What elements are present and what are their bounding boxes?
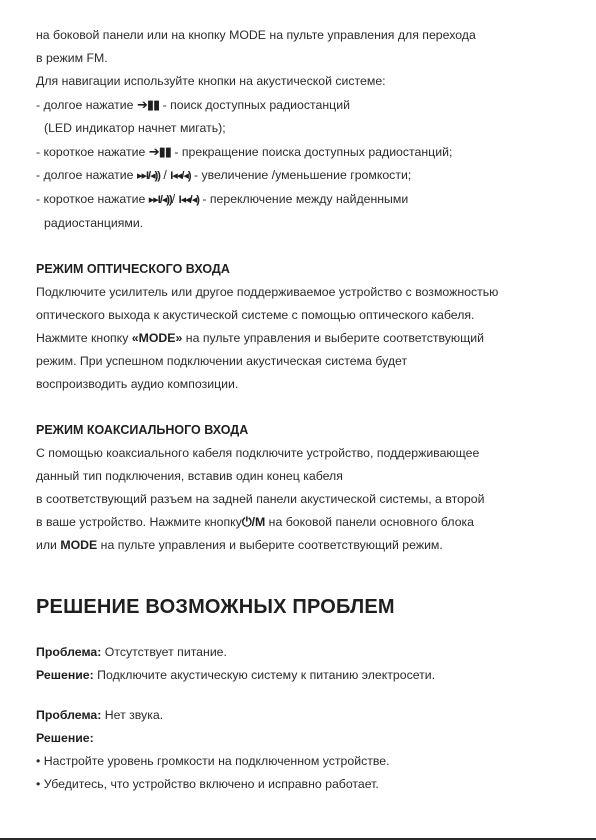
- nav-item-text: - поиск доступных радиостанций: [162, 98, 350, 112]
- mode-keyword: «MODE»: [131, 331, 183, 345]
- next-volume-up-icon: ▸▸I/◂)): [148, 194, 172, 206]
- coaxial-line-5: [36, 534, 576, 557]
- slash: /: [171, 192, 176, 206]
- solution-text: Подключите акустическую систему к питанию электросети.: [97, 668, 436, 682]
- solution-label: Решение:: [36, 731, 94, 745]
- optical-line-2: оптического выхода к акустической системе с помощью оптического кабеля.: [36, 308, 475, 322]
- intro-line-3: Для навигации используйте кнопки на акустической системе:: [36, 74, 386, 88]
- power-mode-icon: ⏻/M: [241, 515, 266, 529]
- section-title-troubleshooting: РЕШЕНИЕ ВОЗМОЖНЫХ ПРОБЛЕМ: [36, 596, 395, 618]
- nav-item-short-play: [36, 140, 576, 164]
- coaxial-line-2: данный тип подключения, вставив один конец кабеля: [36, 469, 343, 483]
- coaxial-line-4: [36, 511, 576, 534]
- nav-item-sub: (LED индикатор начнет мигать);: [44, 121, 226, 135]
- optical-text: Нажмите кнопку: [36, 331, 129, 345]
- problem-2: [36, 704, 576, 727]
- prev-volume-down-icon: I◂◂/◂): [178, 194, 199, 206]
- solution-bullet-1: • Настройте уровень громкости на подключенном устройстве.: [36, 754, 390, 768]
- optical-line-5: воспроизводить аудио композиции.: [36, 377, 239, 391]
- nav-item-text: - долгое нажатие: [36, 168, 134, 182]
- problem-1: [36, 641, 576, 664]
- nav-item-long-volume: [36, 164, 576, 188]
- section-title-coaxial: РЕЖИМ КОАКСИАЛЬНОГО ВХОДА: [36, 423, 249, 437]
- coaxial-text: на пульте управления и выберите соответствующий режим.: [100, 538, 443, 552]
- nav-item-text: - короткое нажатие: [36, 145, 146, 159]
- next-volume-up-icon: ▸▸I/◂)): [136, 170, 160, 182]
- solution-bullet-2: • Убедитесь, что устройство включено и исправно работает.: [36, 777, 379, 791]
- coaxial-line-3: в соответствующий разъем на задней панели акустической системы, а второй: [36, 492, 485, 506]
- coaxial-text: в ваше устройство. Нажмите кнопку: [36, 515, 242, 529]
- optical-line-3: [36, 327, 576, 350]
- problem-text: Нет звука.: [104, 708, 164, 722]
- section-title-optical: РЕЖИМ ОПТИЧЕСКОГО ВХОДА: [36, 262, 230, 276]
- problem-label: Проблема:: [36, 645, 102, 659]
- optical-text: на пульте управления и выберите соответствующий: [185, 331, 484, 345]
- nav-item-text: - увеличение /уменьшение громкости;: [193, 168, 412, 182]
- optical-line-1: Подключите усилитель или другое поддерживаемое устройство с возможностью: [36, 285, 499, 299]
- nav-item-text: - короткое нажатие: [36, 192, 146, 206]
- coaxial-text: или: [36, 538, 57, 552]
- solution-1: [36, 664, 576, 687]
- optical-line-4: режим. При успешном подключении акустическая система будет: [36, 354, 408, 368]
- nav-item-long-play: [36, 93, 576, 117]
- intro-line-1: на боковой панели или на кнопку MODE на пульте управления для перехода: [36, 28, 476, 42]
- play-pause-icon: ➔▮▮: [136, 97, 160, 112]
- nav-item-text: - долгое нажатие: [36, 98, 134, 112]
- nav-item-text: - прекращение поиска доступных радиостанций;: [174, 145, 453, 159]
- coaxial-line-1: С помощью коаксиального кабеля подключите устройство, поддерживающее: [36, 446, 480, 460]
- slash: /: [163, 168, 167, 182]
- mode-keyword: MODE: [60, 538, 98, 552]
- intro-line-2: в режим FM.: [36, 51, 108, 65]
- solution-label: Решение:: [36, 668, 94, 682]
- problem-text: Отсутствует питание.: [104, 645, 227, 659]
- nav-item-text: - переключение между найденными: [202, 192, 409, 206]
- nav-item-short-switch: [36, 188, 576, 212]
- document-page: [36, 24, 576, 796]
- prev-volume-down-icon: I◂◂/◂): [170, 170, 191, 182]
- coaxial-text: на боковой панели основного блока: [268, 515, 475, 529]
- problem-label: Проблема:: [36, 708, 102, 722]
- nav-item-sub: радиостанциями.: [44, 216, 144, 230]
- play-pause-icon: ➔▮▮: [148, 144, 171, 159]
- solution-2: [36, 727, 576, 750]
